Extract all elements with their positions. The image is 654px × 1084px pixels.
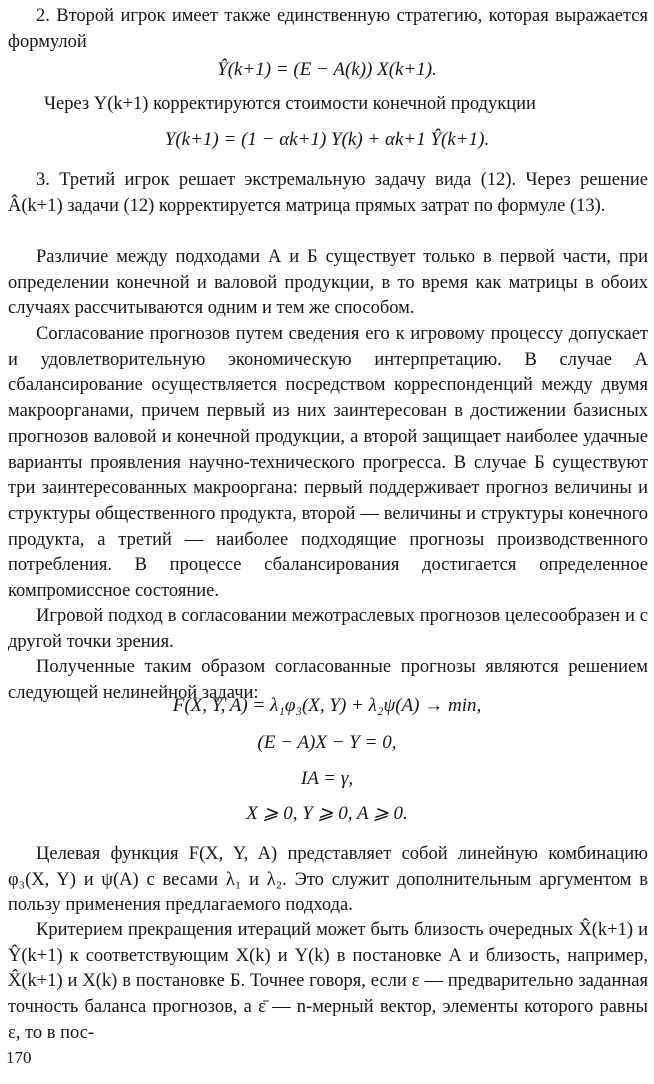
equation-lead-text: Через Y(k+1) корректируются стоимости конечной продукции [44,94,536,114]
paragraph-solution-intro: Полученные таким образом согласованные прогнозы являются решением следующей нелинейной задачи: [8,657,648,703]
paragraph-second-player: 2. Второй игрок имеет также единственную стратегию, которая выражается формулой [8,6,648,52]
paragraph-objective-function: Целевая функция F(X, Y, A) представляет собой линейную комбинацию φ₃(X, Y) и ψ(A) с весами λ₁ и λ₂. Это служит дополнительным аргументом в пользу применения предлагаемого подхода. [8,844,648,916]
paragraph-game-approach: Игровой подход в согласовании межотраслевых прогнозов целесообразен и с другой точки зрения. [8,606,648,652]
paragraph-agreement: Согласование прогнозов путем сведения его к игровому процессу допускает и удовлетворительную экономическую интерпретацию. В случае А сбалансирование осуществляется посредством корреспонденций между двумя макроорганами, причем первый из них заинтересован в достижении базисных прогнозов валовой и конечной продукции, а второй защищает наиболее удачные варианты проявления научно-технического прогресса. В случае Б существуют три заинтересованных макрооргана: первый поддерживает прогноз величины и структуры общественного продукта, второй — величины и структуры конечного продукта, а третий — наиболее подходящие прогнозы производственного потребления. В процессе сбалансирования достигается определенное компромиссное состояние. [8,324,648,602]
equation-constraint: IA = γ, [300,768,354,789]
paragraph-difference: Различие между подходами А и Б существует только в первой части, при определении конечной и валовой продукции, в то время как матрицы в обоих случаях рассчитываются одним и тем же способом. [8,247,648,319]
equation-balance: (E − A)X − Y = 0, [257,732,397,753]
paragraph-third-player: 3. Третий игрок решает экстремальную задачу вида (12). Через решение Â(k+1) задачи (12) корректируется матрица прямых затрат по формуле (13). [8,170,648,216]
equation-nonnegativity: X ⩾ 0, Y ⩾ 0, A ⩾ 0. [246,803,408,824]
page-number: 170 [6,1048,32,1067]
equation-objective: F(X, Y, A) = λ₁φ₃(X, Y) + λ₂ψ(A) → min, [172,695,482,716]
paragraph-stopping-criterion: Критерием прекращения итераций может быть близость очередных X̂(k+1) и Ŷ(k+1) к соответствующим X(k) и Y(k) в постановке А и близость, например, X̂(k+1) и X(k) в постановке Б. Точнее говоря, если ε — предварительно заданная точность баланса прогнозов, а ε̄ — n-мерный вектор, элементы которого равны ε, то в пос- [8,920,648,1043]
equation-y-update: Y(k+1) = (1 − αk+1) Y(k) + αk+1 Ŷ(k+1). [164,129,490,150]
equation-y-hat: Ŷ(k+1) = (E − A(k)) X(k+1). [217,59,437,80]
